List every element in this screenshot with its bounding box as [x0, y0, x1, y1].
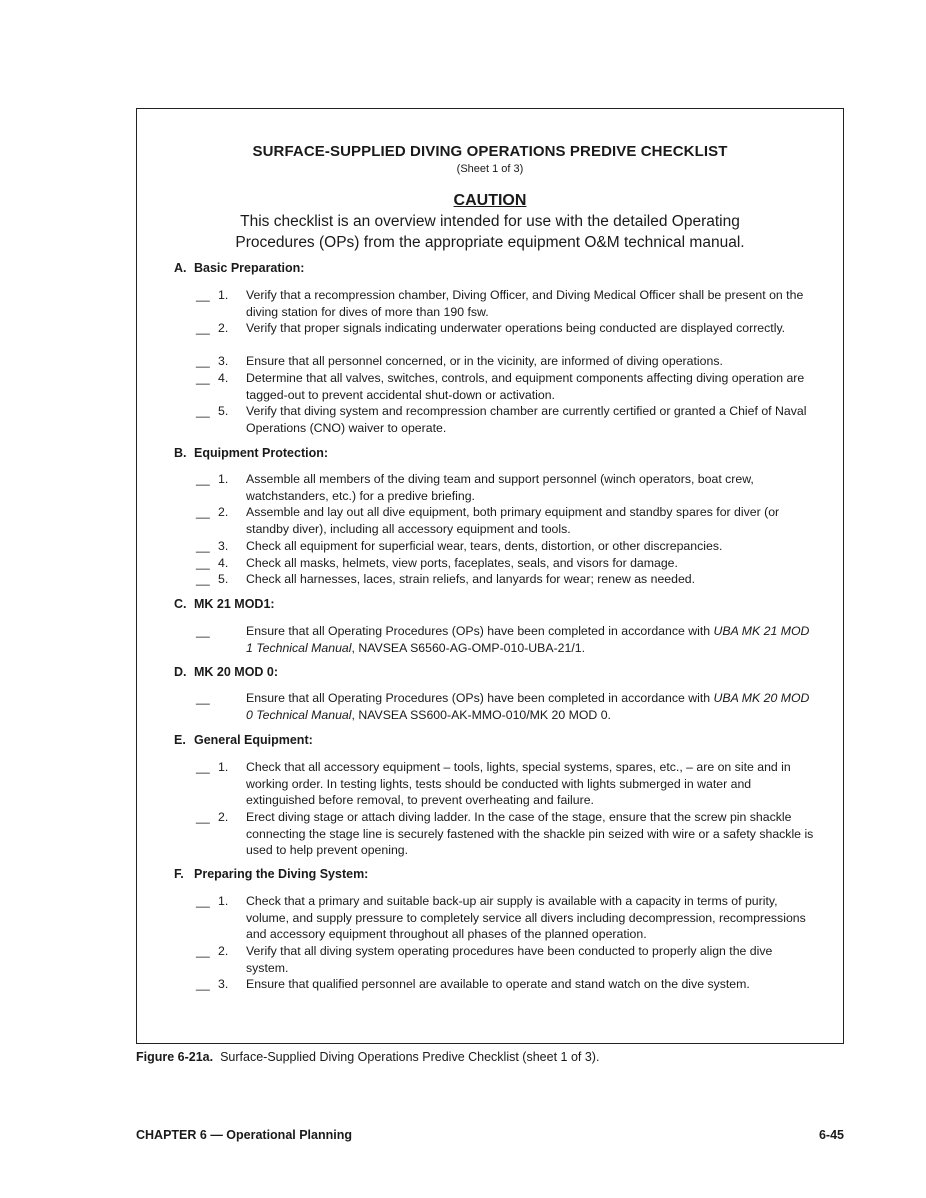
item-text-part: , NAVSEA S6560-AG-OMP-010-UBA-21/1.: [351, 640, 586, 655]
section-title: Basic Preparation:: [194, 261, 305, 275]
checklist-item: [196, 471, 816, 504]
item-number: 5.: [218, 404, 229, 418]
checklist-item: [196, 555, 816, 572]
section-letter: A.: [174, 261, 187, 275]
section-title: Preparing the Diving System:: [194, 867, 369, 881]
caution-line: This checklist is an overview intended for use with the detailed Operating: [240, 213, 740, 230]
item-number: 5.: [218, 572, 229, 586]
section-letter: C.: [174, 597, 187, 611]
item-number: 1.: [218, 760, 229, 774]
item-text: Verify that a recompression chamber, Diving Officer, and Diving Medical Officer shall be present on the diving station for dives of more than 190 fsw.: [246, 288, 804, 319]
caution-line: Procedures (OPs) from the appropriate equipment O&M technical manual.: [235, 234, 745, 251]
item-text: Check all masks, helmets, view ports, faceplates, seals, and visors for damage.: [246, 556, 678, 570]
item-number: 2.: [218, 321, 229, 335]
item-text: Determine that all valves, switches, controls, and equipment components affecting diving operation are tagged-out to prevent accidental shut-down or activation.: [246, 371, 805, 402]
checklist-item: [196, 571, 816, 588]
check-blank[interactable]: __: [196, 760, 210, 774]
item-number: 3.: [218, 977, 229, 991]
item-text: Assemble all members of the diving team and support personnel (winch operators, boat crew, watchstanders, etc.) for a predive briefing.: [246, 472, 754, 503]
checklist-item: [196, 403, 816, 436]
section-letter: E.: [174, 733, 186, 747]
item-text: Check all harnesses, laces, strain reliefs, and lanyards for wear; renew as needed.: [246, 572, 696, 586]
section-heading-basic-preparation: [174, 261, 304, 275]
footer-page-number: 6-45: [818, 1128, 844, 1142]
check-blank[interactable]: __: [196, 371, 210, 385]
check-blank[interactable]: __: [196, 472, 210, 486]
checklist-frame: [136, 108, 844, 1044]
item-text: Check that a primary and suitable back-up air supply is available with a capacity in terms of purity, volume, and supply pressure to completely service all divers including decompression, recompressions and accessory equipment throughout all phases of the planned operation.: [246, 894, 806, 942]
item-number: 4.: [218, 556, 229, 570]
manual-title: UBA MK 21 MOD 1 Technical Manual: [246, 624, 810, 655]
section-letter: F.: [174, 867, 184, 881]
section-heading-mk21-mod1: [174, 597, 275, 611]
item-number: 1.: [218, 288, 229, 302]
item-number: 3.: [218, 539, 229, 553]
section-heading-general-equipment: [174, 733, 313, 747]
section-title: MK 21 MOD1:: [194, 597, 275, 611]
item-text: Check that all accessory equipment – tools, lights, special systems, spares, etc., – are on site and in working order. In testing lights, tests should be conducted with lights submerged in water and extinguished before removal, to prevent overheating and failure.: [246, 760, 791, 808]
figure-caption-text: Surface-Supplied Diving Operations Predive Checklist (sheet 1 of 3).: [220, 1050, 600, 1064]
item-number: 2.: [218, 810, 229, 824]
checklist-item: [196, 623, 816, 656]
figure-label: Figure 6-21a.: [136, 1050, 214, 1064]
check-blank[interactable]: __: [196, 691, 210, 705]
item-number: 4.: [218, 371, 229, 385]
item-number: 1.: [218, 894, 229, 908]
item-number: 2.: [218, 944, 229, 958]
checklist-item: [196, 943, 816, 976]
section-title: Equipment Protection:: [194, 446, 329, 460]
section-heading-equipment-protection: [174, 446, 328, 460]
checklist-title: SURFACE-SUPPLIED DIVING OPERATIONS PREDIVE CHECKLIST: [252, 143, 728, 160]
checklist-item: [196, 976, 816, 993]
item-number: 3.: [218, 354, 229, 368]
item-text: [246, 690, 816, 723]
item-text: Erect diving stage or attach diving ladder. In the case of the stage, ensure that the screw pin shackle connecting the stage line is securely fastened with the shackle pin seized with wire or a safety shackle is used to help prevent opening.: [246, 810, 814, 858]
checklist-item: [196, 690, 816, 723]
check-blank[interactable]: __: [196, 977, 210, 991]
check-blank[interactable]: __: [196, 944, 210, 958]
section-letter: B.: [174, 446, 187, 460]
checklist-item: [196, 759, 816, 809]
section-heading-mk20-mod0: [174, 665, 278, 679]
checklist-item: [196, 287, 816, 320]
sheet-indicator: (Sheet 1 of 3): [456, 163, 524, 175]
checklist-item: [196, 353, 816, 370]
section-letter: D.: [174, 665, 187, 679]
check-blank[interactable]: __: [196, 288, 210, 302]
item-text: [246, 623, 816, 656]
item-text-part: Ensure that all Operating Procedures (OPs) have been completed in accordance with: [246, 624, 714, 638]
item-text: Ensure that all personnel concerned, or in the vicinity, are informed of diving operations.: [246, 354, 723, 368]
check-blank[interactable]: __: [196, 321, 210, 335]
checklist-item: [196, 809, 816, 859]
item-number: 1.: [218, 472, 229, 486]
item-text: Verify that all diving system operating procedures have been conducted to properly align the dive system.: [246, 944, 773, 975]
section-title: MK 20 MOD 0:: [194, 665, 279, 679]
checklist-item: [196, 504, 816, 537]
item-text-part: Ensure that all Operating Procedures (OPs) have been completed in accordance with: [246, 691, 714, 705]
caution-text: [137, 211, 843, 253]
check-blank[interactable]: __: [196, 624, 210, 638]
check-blank[interactable]: __: [196, 810, 210, 824]
check-blank[interactable]: __: [196, 539, 210, 553]
check-blank[interactable]: __: [196, 894, 210, 908]
checklist-item: [196, 320, 816, 337]
check-blank[interactable]: __: [196, 556, 210, 570]
item-text: Ensure that qualified personnel are available to operate and stand watch on the dive system.: [246, 977, 750, 991]
section-title: General Equipment:: [194, 733, 313, 747]
item-number: 2.: [218, 505, 229, 519]
manual-title: UBA MK 20 MOD 0 Technical Manual: [246, 691, 810, 722]
figure-caption: [136, 1050, 599, 1064]
checklist-item: [196, 370, 816, 403]
section-heading-preparing-diving-system: [174, 867, 368, 881]
item-text: Verify that proper signals indicating underwater operations being conducted are displayed correctly.: [246, 321, 786, 335]
item-text-part: , NAVSEA SS600-AK-MMO-010/MK 20 MOD 0.: [351, 707, 611, 722]
item-text: Assemble and lay out all dive equipment, both primary equipment and standby spares for diver (or standby diver), including all accessory equipment and tools.: [246, 505, 780, 536]
checklist-item: [196, 893, 816, 943]
check-blank[interactable]: __: [196, 404, 210, 418]
caution-heading: CAUTION: [453, 192, 527, 209]
item-text: Check all equipment for superficial wear, tears, dents, distortion, or other discrepancies.: [246, 539, 723, 553]
check-blank[interactable]: __: [196, 354, 210, 368]
footer-chapter: CHAPTER 6 — Operational Planning: [136, 1128, 352, 1142]
item-text: Verify that diving system and recompression chamber are currently certified or granted a Chief of Naval Operations (CNO) waiver to operate.: [246, 404, 807, 435]
check-blank[interactable]: __: [196, 505, 210, 519]
check-blank[interactable]: __: [196, 572, 210, 586]
checklist-item: [196, 538, 816, 555]
